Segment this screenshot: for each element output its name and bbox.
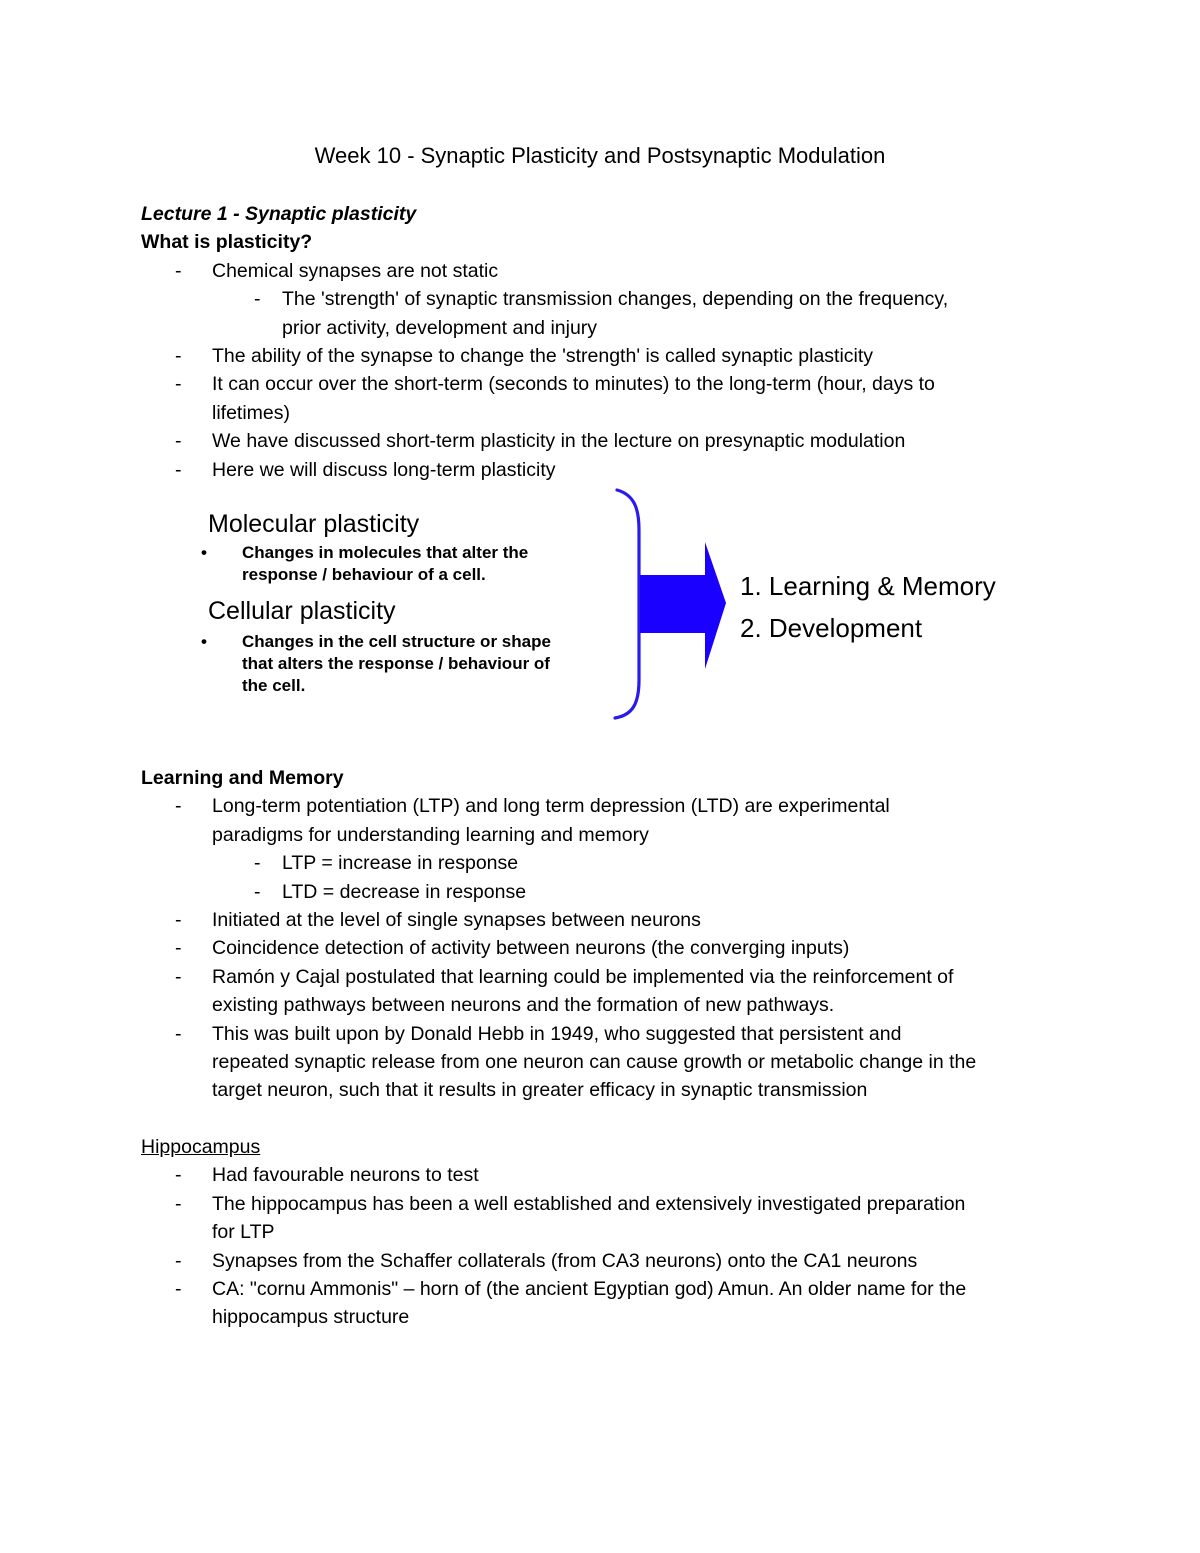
dash-marker: - bbox=[175, 259, 182, 282]
dash-marker: - bbox=[175, 1164, 182, 1187]
list-item: - This was built upon by Donald Hebb in 1949, who suggested that persistent and repeated synaptic release from one neuron can cause growth or metabolic change in the target neuron, such that it results in greater efficacy in synaptic transmission bbox=[141, 1020, 1071, 1105]
list-item: - Had favourable neurons to test bbox=[141, 1161, 1071, 1189]
list-item: - Chemical synapses are not static bbox=[141, 257, 1071, 285]
list-item: - It can occur over the short-term (seconds to minutes) to the long-term (hour, days to lifetimes) bbox=[141, 370, 1071, 427]
dash-marker: - bbox=[254, 880, 261, 903]
list-item: - Initiated at the level of single synapses between neurons bbox=[141, 906, 1071, 934]
list-item: - CA: "cornu Ammonis" – horn of (the ancient Egyptian god) Amun. An older name for the hippocampus structure bbox=[141, 1275, 1071, 1332]
hippocampus-section bbox=[141, 1133, 1071, 1332]
right-bracket-shape bbox=[615, 490, 639, 718]
dash-marker: - bbox=[175, 458, 182, 481]
plasticity-heading: What is plasticity? bbox=[141, 231, 313, 254]
dash-marker: - bbox=[254, 288, 261, 311]
cellular-plasticity-heading: Cellular plasticity bbox=[208, 597, 396, 625]
plasticity-figure bbox=[195, 485, 1025, 725]
dash-marker: - bbox=[175, 345, 182, 368]
cellular-plasticity-text: Changes in the cell structure or shape that alters the response / behaviour of the cell. bbox=[242, 632, 551, 695]
dash-marker: - bbox=[175, 1249, 182, 1272]
list-item: - We have discussed short-term plasticity in the lecture on presynaptic modulation bbox=[141, 427, 1071, 455]
figure-results bbox=[740, 565, 996, 649]
plasticity-section bbox=[141, 200, 1071, 484]
bullet-dot: • bbox=[201, 632, 207, 651]
list-item: - The 'strength' of synaptic transmission changes, depending on the frequency, prior activity, development and injury bbox=[141, 285, 1071, 342]
dash-marker: - bbox=[175, 965, 182, 988]
result-development: 2. Development bbox=[740, 613, 923, 643]
dash-marker: - bbox=[175, 1278, 182, 1301]
list-item: - Synapses from the Schaffer collaterals (from CA3 neurons) onto the CA1 neurons bbox=[141, 1247, 1071, 1275]
dash-marker: - bbox=[254, 852, 261, 875]
dash-marker: - bbox=[175, 909, 182, 932]
dash-marker: - bbox=[175, 937, 182, 960]
molecular-plasticity-text: Changes in molecules that alter the response / behaviour of a cell. bbox=[242, 543, 529, 584]
dash-marker: - bbox=[175, 795, 182, 818]
list-item: - Ramón y Cajal postulated that learning could be implemented via the reinforcement of existing pathways between neurons and the formation of new pathways. bbox=[141, 963, 1071, 1020]
dash-marker: - bbox=[175, 430, 182, 453]
learning-section bbox=[141, 764, 1071, 1105]
bullet-dot: • bbox=[201, 543, 207, 562]
right-arrow-shape bbox=[640, 542, 726, 669]
dash-marker: - bbox=[175, 1022, 182, 1045]
list-item: - LTD = decrease in response bbox=[141, 878, 1071, 906]
list-item: - Coincidence detection of activity between neurons (the converging inputs) bbox=[141, 934, 1071, 962]
molecular-plasticity-heading: Molecular plasticity bbox=[208, 510, 420, 538]
list-item: - LTP = increase in response bbox=[141, 849, 1071, 877]
list-item: - The ability of the synapse to change the 'strength' is called synaptic plasticity bbox=[141, 342, 1071, 370]
dash-marker: - bbox=[175, 1192, 182, 1215]
hippocampus-heading: Hippocampus bbox=[141, 1136, 261, 1158]
list-item: - The hippocampus has been a well established and extensively investigated preparation for LTP bbox=[141, 1190, 1071, 1247]
document-title: Week 10 - Synaptic Plasticity and Postsynaptic Modulation bbox=[314, 143, 886, 168]
lecture-heading: Lecture 1 - Synaptic plasticity bbox=[141, 203, 417, 225]
list-item: - Long-term potentiation (LTP) and long term depression (LTD) are experimental paradigms for understanding learning and memory bbox=[141, 792, 1071, 849]
result-learning-memory: 1. Learning & Memory bbox=[740, 571, 996, 601]
list-item: - Here we will discuss long-term plasticity bbox=[141, 456, 1071, 484]
dash-marker: - bbox=[175, 373, 182, 396]
learning-heading: Learning and Memory bbox=[141, 767, 344, 789]
